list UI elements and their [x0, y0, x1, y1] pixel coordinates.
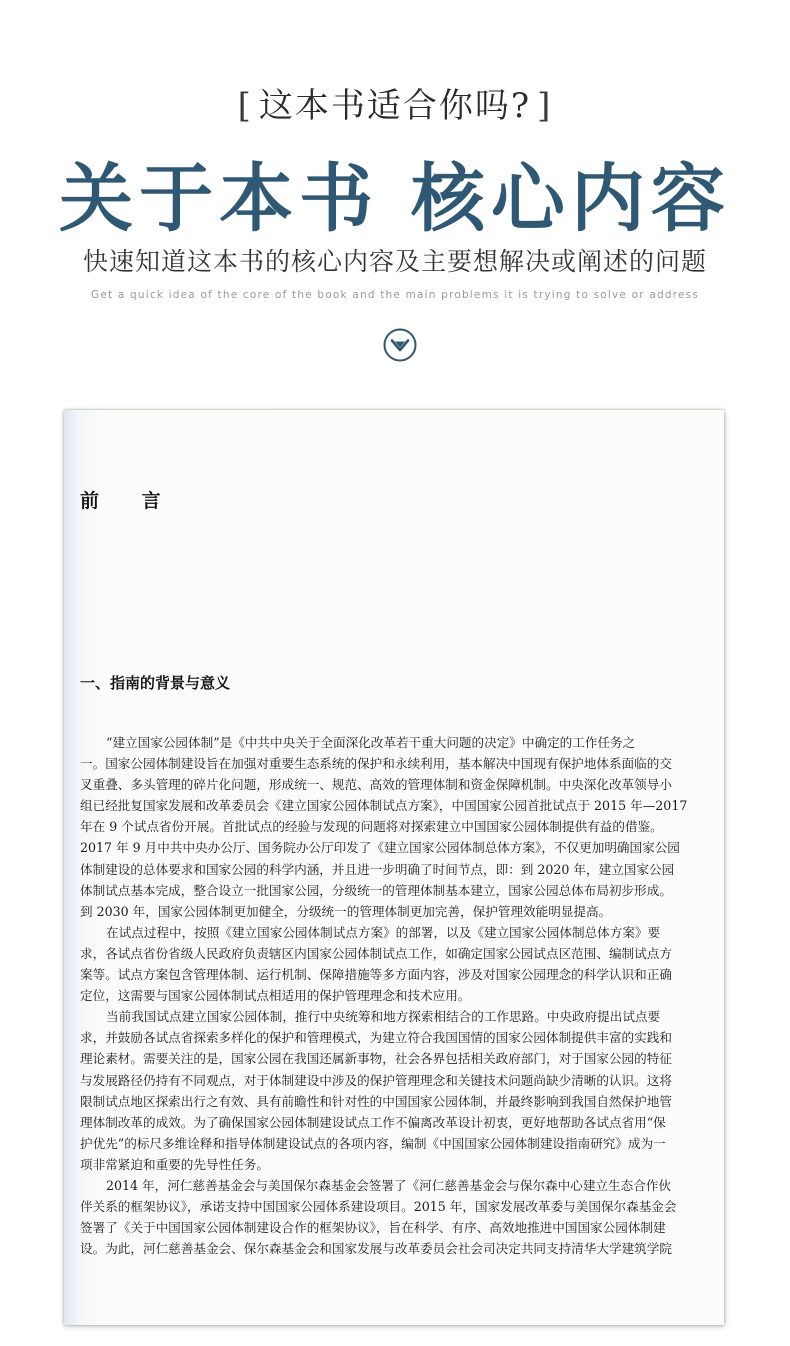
text-line: 签署了《关于中国国家公园体制建设合作的框架协议》，旨在科学、有序、高效地推进中国国家公园体制建	[80, 1220, 666, 1236]
body-text	[80, 732, 700, 1259]
text-line: 与发展路径仍持有不同观点，对于体制建设中涉及的保护管理理念和关键技术问题尚缺少清晰的认识。这将	[80, 1072, 672, 1088]
section-heading: 一、指南的背景与意义	[80, 674, 231, 692]
subtitle: 快速知道这本书的核心内容及主要想解决或阐述的问题	[82, 247, 707, 276]
text-line: 案等。试点方案包含管理体制、运行机制、保障措施等多方面内容，涉及对国家公园理念的科学认识和正确	[80, 967, 672, 983]
header	[0, 0, 790, 400]
text-line: 定位，这需要与国家公园体制试点相适用的保护管理理念和技术应用。	[80, 988, 471, 1004]
text-line: 2014 年，河仁慈善基金会与美国保尔森基金会签署了《河仁慈善基金会与保尔森中心建立生态合作伙	[106, 1177, 671, 1193]
text-line: 理体制改革的成效。为了确保国家公园体制建设试点工作不偏离改革设计初衷，更好地帮助各试点省用“保	[80, 1114, 666, 1130]
text-line: 体制建设的总体要求和国家公园的科学内涵，并且进一步明确了时间节点，即：到 2020 年，建立国家公园	[80, 861, 675, 877]
text-line: 到 2030 年，国家公园体制更加健全，分级统一的管理体制更加完善，保护管理效能明显提高。	[80, 903, 612, 919]
text-line: 伴关系的框架协议》，承诺支持中国国家公园体系建设项目。2015 年，国家发展改革委与美国保尔森基金会	[80, 1199, 677, 1215]
text-line: 叉重叠、多头管理的碎片化问题，形成统一、规范、高效的管理体制和资金保障机制。中央深化改革领导小	[80, 777, 672, 793]
text-line: 护优先”的标尺多维诠释和指导体制建设试点的各项内容，编制《中国国家公园体制建设指南研究》成为一	[80, 1135, 666, 1151]
text-line: 求，并鼓励各试点省探索多样化的保护和管理模式，为建立符合我国国情的国家公园体制提供丰富的实践和	[80, 1030, 672, 1046]
text-line: 项非常紧迫和重要的先导性任务。	[80, 1156, 269, 1172]
text-line: 设。为此，河仁慈善基金会、保尔森基金会和国家发展与改革委员会社会司决定共同支持清华大学建筑学院	[80, 1241, 672, 1257]
text-line: 年在 9 个试点省份开展。首批试点的经验与发现的问题将对探索建立中国国家公园体制提供有益的借鉴。	[80, 819, 663, 835]
right-bracket: ]	[537, 86, 553, 126]
english-subtitle: Get a quick idea of the core of the book and the main problems it is trying to solve or address	[91, 289, 699, 301]
text-line: 在试点过程中，按照《建立国家公园体制试点方案》的部署，以及《建立国家公园体制总体方案》要	[106, 924, 661, 940]
book-page	[64, 410, 724, 1325]
text-line: 体制试点基本完成，整合设立一批国家公园，分级统一的管理体制基本建立，国家公园总体布局初步形成。	[80, 882, 672, 898]
text-line: 组已经批复国家发展和改革委员会《建立国家公园体制试点方案》，中国国家公园首批试点于 2015 年—2017	[80, 798, 688, 814]
text-line: 2017 年 9 月中共中央办公厅、国务院办公厅印发了《建立国家公园体制总体方案》，不仅更加明确国家公园	[80, 840, 680, 856]
text-line: 求，各试点省份省级人民政府负责辖区内国家公园体制试点工作，如确定国家公园试点区范围、编制试点方	[80, 945, 672, 961]
question-text: 这本书适合你吗?	[258, 86, 532, 126]
text-line: 限制试点地区探索出行之有效、具有前瞻性和针对性的中国国家公园体制，并最终影响到我国自然保护地管	[80, 1093, 672, 1109]
text-line: 一。国家公园体制建设旨在加强对重要生态系统的保护和永续利用，基本解决中国现有保护地体系面临的交	[80, 756, 672, 772]
text-line: 理论素材。需要关注的是，国家公园在我国还属新事物，社会各界包括相关政府部门，对于国家公园的特征	[80, 1051, 672, 1067]
text-line: “建立国家公园体制”是《中共中央关于全面深化改革若干重大问题的决定》中确定的工作任务之	[106, 735, 636, 750]
question-heading	[0, 78, 790, 127]
main-title: 关于本书 核心内容	[59, 156, 731, 242]
chevron-down-circle-icon	[383, 328, 417, 362]
text-line: 当前我国试点建立国家公园体制，推行中央统筹和地方探索相结合的工作思路。中央政府提出试点要	[106, 1009, 661, 1025]
left-bracket: [	[237, 86, 253, 126]
preface-title: 前 言	[80, 490, 179, 512]
